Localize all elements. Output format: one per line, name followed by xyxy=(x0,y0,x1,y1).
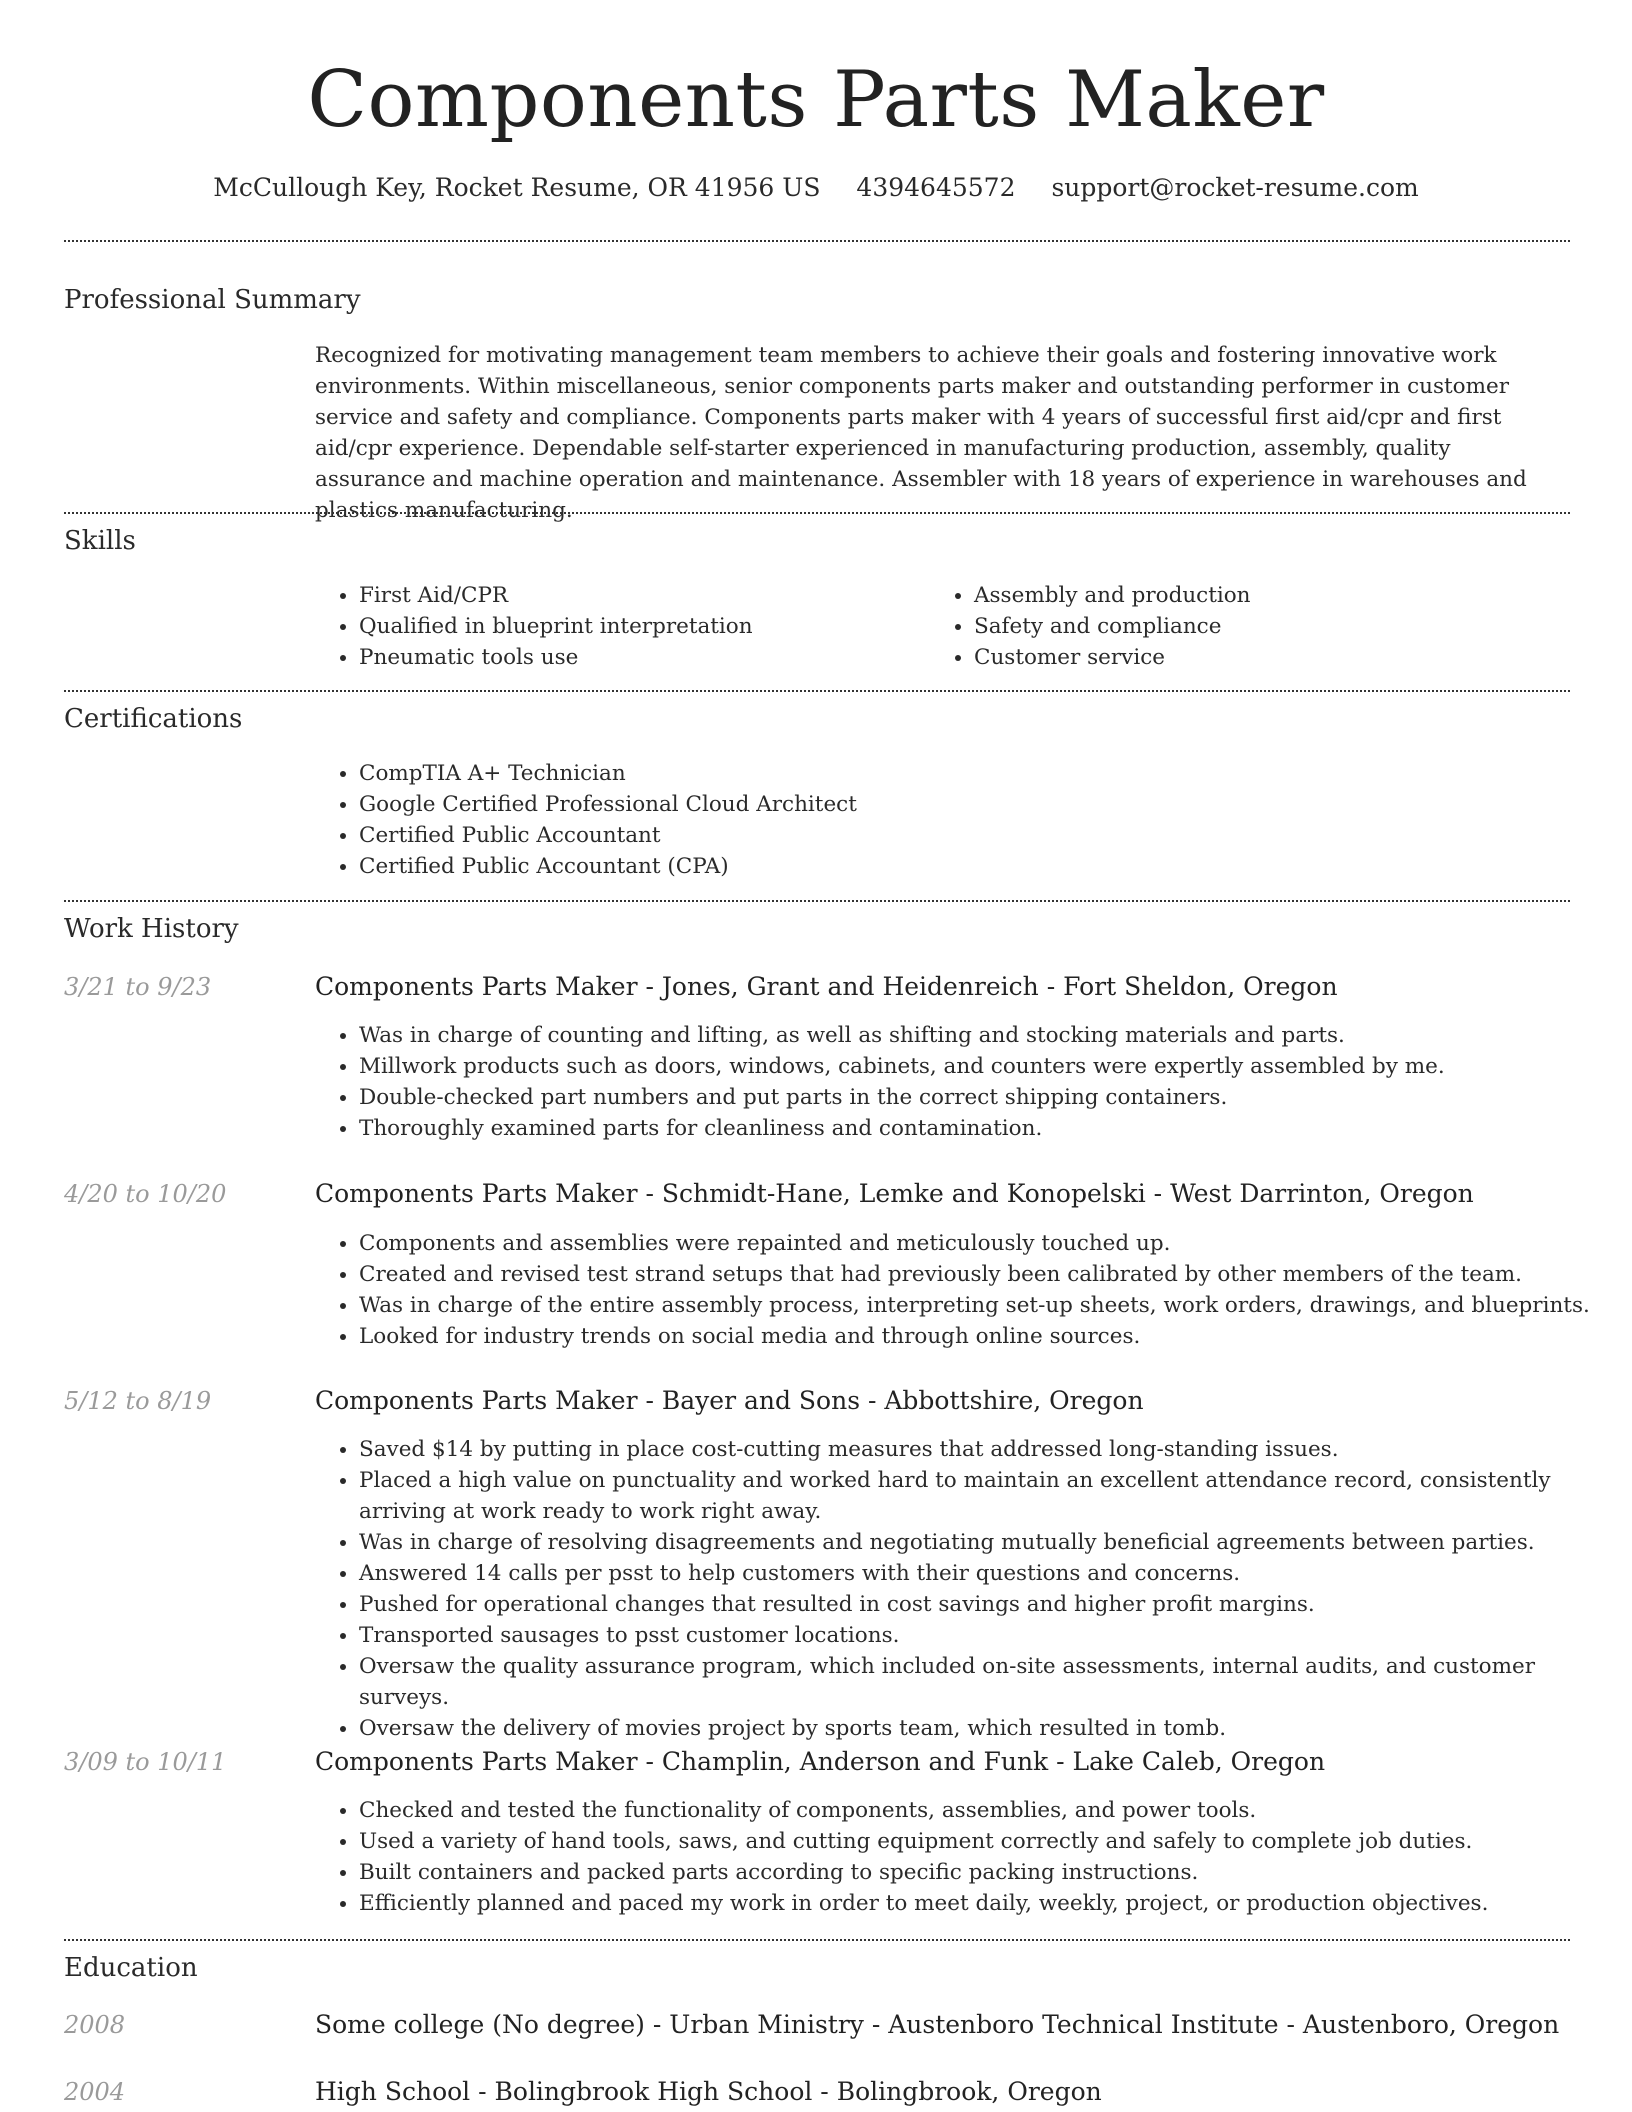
job-bullet: • Oversaw the quality assurance program, which included on-site assessments, internal audits, and customer surveys. xyxy=(359,1651,1609,1713)
job-bullets xyxy=(315,1795,1609,1919)
job-dates: 5/12 to 8/19 xyxy=(64,1387,212,1415)
education-year: 2004 xyxy=(64,2078,126,2106)
skill-item: • First Aid/CPR xyxy=(359,580,919,611)
job-bullet: • Was in charge of resolving disagreements and negotiating mutually beneficial agreements between parties. xyxy=(359,1527,1609,1558)
job-title: Components Parts Maker - Schmidt-Hane, Lemke and Konopelski - West Darrinton, Oregon xyxy=(315,1179,1474,1208)
skill-item: • Customer service xyxy=(974,642,1574,673)
job-bullet: • Efficiently planned and paced my work in order to meet daily, weekly, project, or production objectives. xyxy=(359,1888,1609,1919)
job-title: Components Parts Maker - Bayer and Sons - Abbottshire, Oregon xyxy=(315,1386,1144,1415)
job-bullet: • Was in charge of the entire assembly process, interpreting set-up sheets, work orders, drawings, and blueprints. xyxy=(359,1290,1609,1321)
section-divider xyxy=(64,240,1570,242)
job-dates: 4/20 to 10/20 xyxy=(64,1180,227,1208)
skill-item: • Pneumatic tools use xyxy=(359,642,919,673)
education-year: 2008 xyxy=(64,2011,126,2039)
job-bullet: • Saved $14 by putting in place cost-cutting measures that addressed long-standing issues. xyxy=(359,1434,1609,1465)
education-entry: Some college (No degree) - Urban Ministry - Austenboro Technical Institute - Austenboro, Oregon xyxy=(315,2010,1560,2039)
job-title: Components Parts Maker - Champlin, Anderson and Funk - Lake Caleb, Oregon xyxy=(315,1747,1326,1776)
section-divider xyxy=(64,900,1570,902)
contact-line xyxy=(0,170,1632,206)
education-entry: High School - Bolingbrook High School - Bolingbrook, Oregon xyxy=(315,2077,1102,2106)
certification-item: • Certified Public Accountant (CPA) xyxy=(359,851,1559,882)
contact-email: support@rocket-resume.com xyxy=(1051,173,1419,202)
job-bullet: • Built containers and packed parts according to specific packing instructions. xyxy=(359,1857,1609,1888)
job-bullet: • Oversaw the delivery of movies project by sports team, which resulted in tomb. xyxy=(359,1713,1609,1744)
job-dates: 3/21 to 9/23 xyxy=(64,973,212,1001)
job-bullet: • Components and assemblies were repainted and meticulously touched up. xyxy=(359,1228,1609,1259)
certification-item: • Certified Public Accountant xyxy=(359,820,1559,851)
job-title: Components Parts Maker - Jones, Grant and Heidenreich - Fort Sheldon, Oregon xyxy=(315,972,1338,1001)
certification-item: • Google Certified Professional Cloud Architect xyxy=(359,789,1559,820)
section-divider xyxy=(64,1939,1570,1941)
job-bullet: • Placed a high value on punctuality and worked hard to maintain an excellent attendance record, consistently arriving at work ready to work right away. xyxy=(359,1465,1609,1527)
job-bullets xyxy=(315,1434,1609,1744)
section-title-certifications: Certifications xyxy=(64,704,243,734)
section-divider xyxy=(64,690,1570,692)
section-title-work-history: Work History xyxy=(64,914,239,944)
job-bullet: • Pushed for operational changes that resulted in cost savings and higher profit margins. xyxy=(359,1589,1609,1620)
job-bullet: • Was in charge of counting and lifting, as well as shifting and stocking materials and parts. xyxy=(359,1020,1609,1051)
job-bullets xyxy=(315,1020,1609,1144)
skill-item: • Safety and compliance xyxy=(974,611,1574,642)
job-bullet: • Millwork products such as doors, windows, cabinets, and counters were expertly assembled by me. xyxy=(359,1051,1609,1082)
job-dates: 3/09 to 10/11 xyxy=(64,1748,227,1776)
job-bullet: • Thoroughly examined parts for cleanliness and contamination. xyxy=(359,1113,1609,1144)
certification-item: • CompTIA A+ Technician xyxy=(359,758,1559,789)
skill-item: • Qualified in blueprint interpretation xyxy=(359,611,919,642)
candidate-name: Components Parts Maker xyxy=(307,55,1325,145)
job-bullet: • Answered 14 calls per psst to help customers with their questions and concerns. xyxy=(359,1558,1609,1589)
section-title-summary: Professional Summary xyxy=(64,285,361,315)
section-title-skills: Skills xyxy=(64,526,136,556)
job-bullet: • Used a variety of hand tools, saws, and cutting equipment correctly and safely to complete job duties. xyxy=(359,1826,1609,1857)
job-bullet: • Looked for industry trends on social media and through online sources. xyxy=(359,1321,1609,1352)
summary-text: Recognized for motivating management team members to achieve their goals and fostering innovative work environments. Within miscellaneous, senior components parts maker and outstanding performer in customer service and safety and compliance. Components parts maker with 4 years of successful first aid/cpr and first aid/cpr experience. Dependable self-starter experienced in manufacturing production, assembly, quality assurance and machine operation and maintenance. Assembler with 18 years of experience in warehouses and plastics manufacturing. xyxy=(315,343,1527,523)
section-title-education: Education xyxy=(64,1953,198,1983)
contact-address: McCullough Key, Rocket Resume, OR 41956 US xyxy=(213,173,821,202)
contact-phone: 4394645572 xyxy=(856,173,1016,202)
skills-list-left xyxy=(315,580,919,673)
job-bullet: • Checked and tested the functionality of components, assemblies, and power tools. xyxy=(359,1795,1609,1826)
job-bullet: • Transported sausages to psst customer locations. xyxy=(359,1620,1609,1651)
job-bullets xyxy=(315,1228,1609,1352)
certifications-list xyxy=(315,758,1559,882)
section-divider xyxy=(64,512,1570,514)
skills-list-right xyxy=(930,580,1574,673)
skill-item: • Assembly and production xyxy=(974,580,1574,611)
job-bullet: • Created and revised test strand setups that had previously been calibrated by other members of the team. xyxy=(359,1259,1609,1290)
job-bullet: • Double-checked part numbers and put parts in the correct shipping containers. xyxy=(359,1082,1609,1113)
